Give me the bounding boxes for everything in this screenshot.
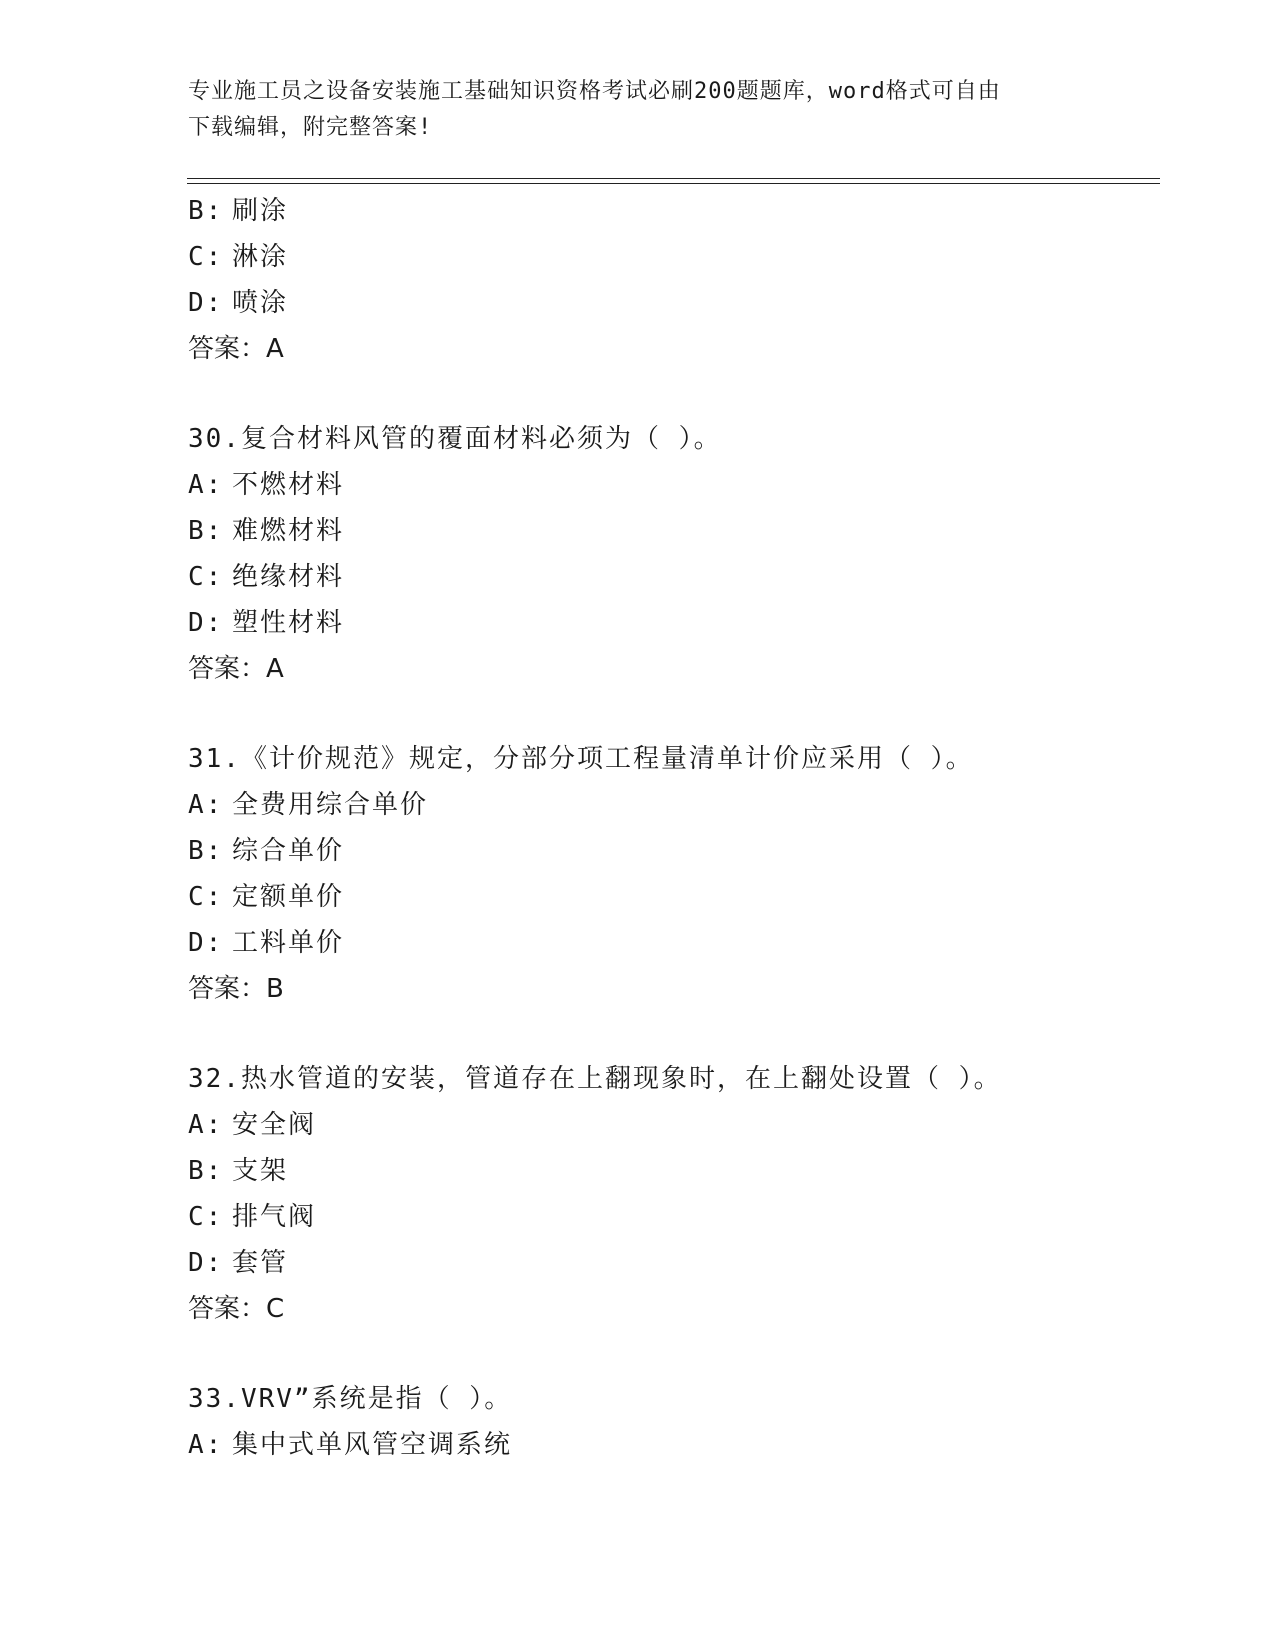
option-a: A: 集中式单风管空调系统 [188, 1430, 513, 1460]
answer-line: 答案：C [188, 1294, 285, 1324]
question-list [188, 188, 1188, 1468]
answer-line: 答案：A [188, 654, 284, 684]
answer-line: 答案：B [188, 974, 284, 1004]
question-stem: 30.复合材料风管的覆面材料必须为（ ）。 [188, 424, 722, 454]
option-c: C: 定额单价 [188, 882, 345, 912]
option-d: D: 工料单价 [188, 928, 345, 958]
option-a: A: 安全阀 [188, 1110, 317, 1140]
option-d: D: 喷涂 [188, 288, 289, 318]
question-block-32 [188, 1056, 1188, 1332]
header-title-line-2: 下载编辑，附完整答案! [188, 115, 433, 140]
question-block-33 [188, 1376, 1188, 1468]
header-divider-top [187, 178, 1160, 179]
option-b: B: 刷涂 [188, 196, 289, 226]
question-block-29 [188, 188, 1188, 372]
option-a: A: 全费用综合单价 [188, 790, 429, 820]
answer-line: 答案：A [188, 334, 284, 364]
question-stem: 33.VRV”系统是指（ ）。 [188, 1384, 513, 1414]
header-divider-bottom [187, 183, 1160, 184]
header-title-line-1: 专业施工员之设备安装施工基础知识资格考试必刷200题题库，word格式可自由 [188, 79, 1001, 104]
question-block-30 [188, 416, 1188, 692]
option-c: C: 绝缘材料 [188, 562, 345, 592]
document-header [188, 74, 1088, 146]
option-a: A: 不燃材料 [188, 470, 345, 500]
option-c: C: 排气阀 [188, 1202, 317, 1232]
option-d: D: 塑性材料 [188, 608, 345, 638]
question-block-31 [188, 736, 1188, 1012]
option-b: B: 难燃材料 [188, 516, 345, 546]
question-stem: 32.热水管道的安装，管道存在上翻现象时，在上翻处设置（ ）。 [188, 1064, 1002, 1094]
option-b: B: 综合单价 [188, 836, 345, 866]
option-d: D: 套管 [188, 1248, 289, 1278]
option-c: C: 淋涂 [188, 242, 289, 272]
option-b: B: 支架 [188, 1156, 289, 1186]
question-stem: 31.《计价规范》规定，分部分项工程量清单计价应采用（ ）。 [188, 744, 974, 774]
